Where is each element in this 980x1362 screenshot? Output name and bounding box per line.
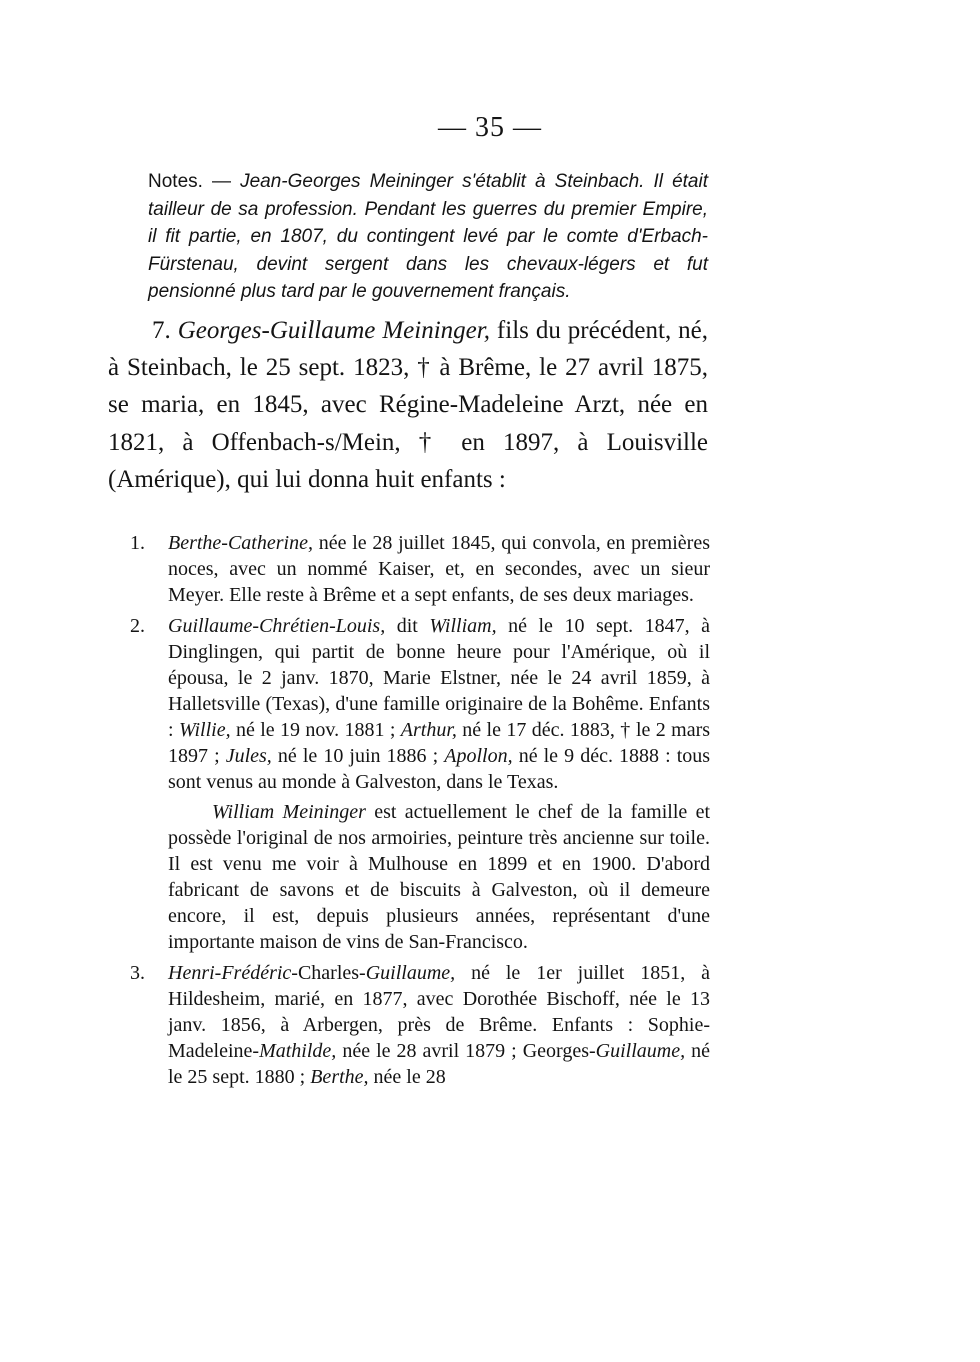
child-text: née le 28 juillet 1845, qui convola, en premières noces, avec un nommé Kaiser, et, en secondes, avec un sieur Meyer. Elle reste à Brême et a sept enfants, de ses deux mariages.: [168, 532, 710, 606]
child-text: né le 1er juillet 1851, à Hildesheim, marié, en 1877, avec Dorothée Bischoff, née le 13 janv. 1856, à Arbergen, près de Brême. Enfants : Sophie-Madeleine-: [168, 962, 711, 1062]
entry-text: fils du précédent, né, à Steinbach, le 25 sept. 1823, † à Brême, le 27 avril 1875, se maria, en 1845, avec Régine-Madeleine Arzt, née en 1821, à Offenbach-s/Mein, † en 1897, à Louisville (Amérique), qui lui donna huit enfants :: [108, 317, 709, 493]
grandchild-text: né le 10 juin 1886 ;: [277, 745, 439, 767]
grandchild-name: Mathilde,: [259, 1040, 337, 1062]
children-list: [130, 530, 710, 1095]
grandchild-name: Apollon,: [444, 745, 513, 767]
grandchild-text: né le 17 déc. 1883, † le 2 mars 1897 ;: [168, 719, 711, 767]
notes-text: Jean-Georges Meininger s'établit à Steinbach. Il était tailleur de sa profession. Pendant les guerres du premier Empire, il fit partie, en 1807, du contingent levé par le comte d'Erbach-Fürstenau, devint sergent dans les chevaux-légers et fut pensionné plus tard par le gouvernement français.: [148, 171, 708, 303]
notes-label: Notes. —: [148, 171, 231, 192]
child-name-part: -Charles-: [291, 962, 366, 984]
child-para2-name: William Meininger: [212, 801, 366, 823]
list-item: [130, 960, 710, 1090]
child-number: 3.: [130, 962, 145, 984]
grandchild-name: Jules,: [225, 745, 272, 767]
grandchild-text: né le 19 nov. 1881 ;: [235, 719, 396, 741]
child-name-part: Henri-Frédéric: [168, 962, 292, 984]
child-number: 2.: [130, 615, 145, 637]
entry-7: [108, 312, 708, 498]
grandchild-text: né le 25 sept. 1880 ;: [168, 1040, 711, 1088]
child-name-part: Guillaume,: [365, 962, 456, 984]
child-number: 1.: [130, 532, 145, 554]
grandchild-name: Berthe,: [310, 1066, 369, 1088]
child-name: Berthe-Catherine,: [168, 532, 313, 554]
list-item: [130, 530, 710, 608]
grandchild-text: née le 28: [373, 1066, 446, 1088]
grandchild-name: Guillaume,: [595, 1040, 686, 1062]
notes-paragraph: [148, 168, 708, 306]
page-number: — 35 —: [438, 112, 542, 143]
grandchild-name: Willie,: [178, 719, 231, 741]
child-paragraph: [168, 613, 710, 795]
child-paragraph-2: [168, 799, 710, 955]
child-text: né le 10 sept. 1847, à Dinglingen, qui partit de bonne heure pour l'Amérique, où il épousa, le 2 janv. 1870, Marie Elstner, née le 24 avril 1859, à Halletsville (Texas), d'une famille originaire de la Bohême. Enfants :: [168, 615, 711, 741]
list-item: [130, 613, 710, 955]
child-dit: dit: [396, 615, 418, 637]
entry-name: Georges-Guillaume Meininger,: [177, 317, 490, 344]
entry-number: 7.: [152, 317, 171, 344]
grandchild-text: né le 9 déc. 1888 : tous sont venus au monde à Galveston, dans le Texas.: [168, 745, 711, 793]
child-nickname: William,: [429, 615, 497, 637]
child-para2-text: est actuellement le chef de la famille et possède l'original de nos armoiries, peinture très ancienne sur toile. Il est venu me voir à Mulhouse en 1899 et en 1900. D'abord fabricant de savons et de biscuits à Galveston, où il demeure encore, il est, depuis plusieurs années, représentant d'une importante maison de vins de San-Francisco.: [168, 801, 711, 953]
child-paragraph: [168, 530, 710, 608]
child-name: Guillaume-Chrétien-Louis,: [168, 615, 386, 637]
child-paragraph: [168, 960, 710, 1090]
grandchild-name: Arthur,: [400, 719, 457, 741]
grandchild-text: née le 28 avril 1879 ; Georges-: [342, 1040, 596, 1062]
